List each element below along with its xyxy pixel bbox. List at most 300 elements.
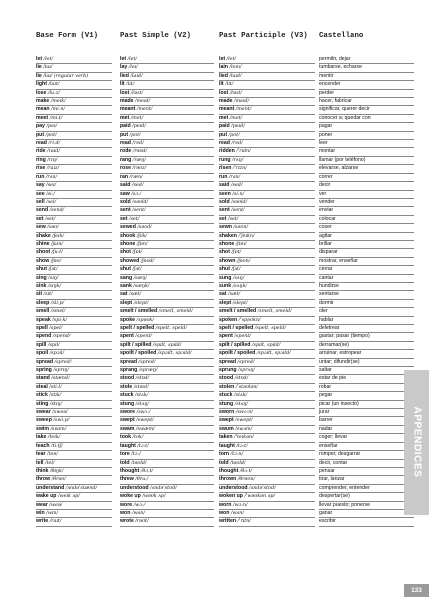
table-cell [120,182,214,190]
table-cell [120,300,214,308]
table-cell [120,275,214,283]
pronunciation: /swɔː/ [136,410,151,416]
pronunciation: /wəʊk ʌp/ [142,494,166,500]
verb-word: wake up [36,493,57,500]
table-cell [36,182,112,190]
pronunciation: /tel/ [44,460,55,466]
table-cell [36,317,112,325]
pronunciation: /sprɪŋ/ [53,368,69,374]
table-cell [36,98,112,106]
page-number: 133 [404,584,429,597]
table-cell [219,518,315,526]
verb-word: light [36,81,47,88]
table-cell [219,64,315,72]
translation-cell: encender [319,81,414,89]
translation-cell: pensar [319,468,414,476]
verb-word: sold [219,198,230,205]
verb-word: shone [120,240,136,247]
table-cell [36,468,112,476]
pronunciation: /meɪd/ [135,99,151,105]
pronunciation: /meɪd/ [234,99,250,105]
translation-cell: estar de pie [319,375,414,383]
verb-word: understood [219,484,248,491]
table-cell [36,417,112,425]
translation-cell: untar; difundir(se) [319,359,414,367]
pronunciation: /stʌŋ/ [234,401,248,407]
translation-cell: brillar [319,241,414,249]
pronunciation: /peɪ/ [46,124,58,130]
translation-cell: perder [319,90,414,98]
verb-word: paid [219,123,230,130]
table-cell [219,249,315,257]
table-cell [120,485,214,493]
table-cell [120,460,214,468]
table-cell [36,502,112,510]
table-cell [219,291,315,299]
pronunciation: /met/ [130,115,144,121]
pronunciation: /spɔɪlt, spɔɪld/ [157,351,192,357]
pronunciation: /ʃʌt/ [132,267,142,273]
translation-cell: permitir, dejar [319,56,414,64]
pronunciation: /spelt, speld/ [254,326,286,331]
translation-cell: hablar [319,317,414,325]
verb-word: steal [36,383,48,390]
verb-word: said [120,182,131,189]
pronunciation: /sæŋk/ [133,283,150,289]
verb-word: rung [219,156,231,163]
table-cell [120,224,214,232]
translation-cell: deletrear [319,325,414,333]
verb-word: told [219,459,229,466]
pronunciation: /peɪd/ [231,124,245,130]
pronunciation: /seɪ/ [46,183,57,189]
pronunciation: /ʃaɪn/ [51,241,64,247]
header-castellano: Castellano [319,32,364,40]
table-cell [219,443,315,451]
table-cell [36,485,112,493]
table-cell [36,123,112,131]
verb-word: taken [219,434,233,441]
translation-cell: mentir [319,73,414,81]
table-cell [36,443,112,451]
table-cell [219,191,315,199]
column-past-participle [219,56,315,527]
table-cell [219,384,315,392]
verb-word: read [120,140,131,147]
pronunciation: /ment/ [235,107,252,113]
pronunciation: /sæt/ [128,292,142,298]
translation-cell: poner [319,132,414,140]
table-cell [219,106,315,114]
translation-cell: hundirse [319,283,414,291]
translation-cell: leer [319,140,414,148]
table-cell [120,417,214,425]
pronunciation: /sent/ [231,208,245,214]
table-cell [219,157,315,165]
verb-word: stood [219,375,234,382]
verb-word: let [36,56,43,62]
pronunciation: /ʃɒn/ [235,241,247,247]
table-cell [219,451,315,459]
pronunciation: /stʌk/ [135,393,149,399]
verb-word: spelt / spelled [120,325,155,331]
pronunciation: /spent/ [135,334,152,340]
pronunciation: /θruː/ [135,477,149,483]
table-cell [36,518,112,526]
table-cell [120,266,214,274]
pronunciation: /spel/ [49,326,63,331]
pronunciation: /rɪŋ/ [47,157,58,163]
table-cell [219,510,315,518]
verb-word: lose [36,89,47,96]
translation-cell: decir [319,182,414,190]
verb-word: swept [219,417,234,424]
pronunciation: /ʃɒt/ [132,250,143,256]
verb-word: shut [219,266,230,273]
table-cell [120,434,214,442]
pronunciation: /send/ [49,208,65,214]
pronunciation: /sɪŋ/ [48,275,59,281]
pronunciation: /stænd/ [51,376,70,382]
pronunciation: /laɪd/ [130,73,143,79]
table-cell [219,392,315,400]
verb-word: spend [36,333,52,340]
pronunciation: /ʃəʊn/ [236,258,251,264]
pronunciation: /stʊd/ [234,376,249,382]
verb-word: spilt / spilled [120,341,152,348]
translation-cell: coser [319,224,414,232]
pronunciation: /ˈstəʊlən/ [235,384,258,390]
table-cell [120,207,214,215]
verb-word: spread [219,358,237,365]
translation-cell: oler [319,308,414,316]
pronunciation: /ʌndəˈstʊd/ [149,485,177,491]
table-cell [219,165,315,173]
pronunciation: /wɔː/ [133,502,146,508]
table-cell [36,174,112,182]
pronunciation: /wɪn/ [46,510,59,516]
translation-cell: sentarse [319,291,414,299]
table-cell [120,249,214,257]
table-cell [120,283,214,291]
verb-word: tear [36,451,46,458]
verb-word: wore [120,501,133,508]
verb-word: spent [120,333,134,340]
table-cell [120,510,214,518]
table-cell [120,317,214,325]
verb-word: ridden [219,148,235,155]
translation-cell: vender [319,199,414,207]
verb-word: sworn [219,409,235,416]
verb-word: woken up [219,493,243,500]
verb-word: took [120,434,131,441]
verb-word: tell [36,459,44,466]
verb-word: sank [120,282,132,289]
translation-cell: gastar; pasar (tiempo) [319,333,414,341]
table-cell [36,333,112,341]
pronunciation: /raɪt/ [49,519,62,525]
translation-cell: tumbarse, echarse [319,64,414,72]
verb-word: lied [219,72,228,79]
translation-cell: montar [319,148,414,156]
table-cell [36,199,112,207]
table-cell [219,115,315,123]
table-cell [36,392,112,400]
table-cell [120,350,214,358]
table-cell [36,401,112,409]
verb-word: spent [219,333,233,340]
pronunciation: /sprʌŋ/ [238,368,255,374]
translation-cell: tirar, lanzar [319,476,414,484]
pronunciation: /sweə/ [52,410,68,416]
verb-word: shot [120,249,131,256]
verb-word: ring [36,156,46,163]
pronunciation: /ʌndəˈstʊd/ [248,485,276,491]
pronunciation: /ræn/ [129,174,143,180]
pronunciation: /pʊt/ [129,132,141,138]
pronunciation: /siːn/ [232,191,245,197]
verb-word: met [120,114,130,121]
translation-cell: ganar [319,510,414,518]
table-cell [36,476,112,484]
verb-word: speak [36,316,51,323]
table-cell [120,216,214,224]
table-header [36,32,386,44]
table-cell [120,90,214,98]
verb-word: stung [120,400,135,407]
verb-word: meant [120,106,136,113]
pronunciation: /θɪŋk/ [49,468,64,474]
pronunciation: /stiːl/ [49,384,62,390]
table-cell [120,106,214,114]
table-cell [219,56,315,64]
translation-cell: cerrar [319,266,414,274]
verb-word: sleep [36,299,50,306]
verb-word: lit [120,81,125,88]
table-cell [120,165,214,173]
translation-cell: ver [319,191,414,199]
translation-cell: dormir [319,300,414,308]
verb-word: pay [36,123,45,130]
pronunciation: /sed/ [230,183,243,189]
table-cell [219,132,315,140]
table-cell [36,64,112,72]
verb-word: set [219,215,227,222]
verb-word: risen [219,165,232,172]
appendices-label: APPENDICES [411,406,422,478]
pronunciation: /tʊk/ [132,435,144,441]
pronunciation: /rʌŋ/ [231,157,244,163]
verb-word: spoil [36,350,49,357]
verb-word: slept [120,299,133,306]
table-cell [36,426,112,434]
pronunciation: /sent/ [132,208,146,214]
translation-cell: significar, querer decir [319,106,414,114]
table-cell [120,98,214,106]
verb-word: rise [36,165,46,172]
translation-cell: disparar [319,249,414,257]
verb-word: read [219,140,230,147]
verb-word: stood [120,375,135,382]
translation-cell: elevarse, alzarse [319,165,414,173]
verb-word: made [120,98,134,105]
verb-word: stand [36,375,50,382]
pronunciation: /ʃʌt/ [48,267,58,273]
table-cell [219,174,315,182]
verb-word: sit [36,291,43,298]
pronunciation: /siː/ [46,191,55,197]
table-cell [120,443,214,451]
pronunciation: /tɔː/ [131,452,141,458]
pronunciation: /raɪz/ [46,166,60,172]
pronunciation: /səʊld/ [231,199,248,205]
pronunciation: /stʌŋ/ [135,401,149,407]
verb-word: lain [219,64,228,71]
verb-word: ran [120,173,129,180]
pronunciation: /təʊld/ [229,460,246,466]
translation-cell: colocar [319,216,414,224]
verb-word: told [120,459,130,466]
pronunciation: /set/ [227,216,239,222]
table-cell [120,468,214,476]
pronunciation: /ræŋ/ [132,157,146,163]
pronunciation: /lɪt/ [126,82,135,88]
pronunciation: /weɪk ʌp/ [57,494,80,500]
table-cell [36,493,112,501]
pronunciation: /wʌn/ [131,510,145,516]
column-base-form [36,56,112,527]
translation-cell: picar (un insecto) [319,401,414,409]
table-cell [219,258,315,266]
table-cell [36,510,112,518]
table-cell [36,367,112,375]
verb-word: thrown [219,476,237,483]
pronunciation: /teə/ [46,452,58,458]
pronunciation: /swɪm/ [50,426,67,432]
pronunciation: /sliːp/ [50,300,65,306]
translation-cell: comprender, entender [319,485,414,493]
pronunciation: /ʃɒt/ [231,250,242,256]
verb-word: said [219,182,230,189]
pronunciation: /tɔːt/ [236,443,248,449]
table-cell [120,502,214,510]
table-cell [36,81,112,89]
pronunciation: /sɪt/ [43,292,53,298]
verb-word: showed [120,257,140,264]
pronunciation: /let/ [43,57,54,62]
pronunciation: /rəʊd/ [132,149,148,155]
table-cell [36,434,112,442]
translation-cell: robar [319,384,414,392]
translation-cell: arruinar, estropear [319,350,414,358]
verb-word: sung [219,274,232,281]
verb-word: set [120,215,128,222]
table-cell [219,485,315,493]
pronunciation: /wɔːn/ [232,502,248,508]
verb-word: spoilt / spoiled [219,350,256,357]
table-cell [36,275,112,283]
table-cell [36,207,112,215]
translation-cell: decir, contar [319,460,414,468]
table-cell [36,375,112,383]
verb-word: mean [36,106,50,113]
pronunciation: /leɪ/ [128,65,138,71]
verb-word: shone [219,240,235,247]
table-cell [219,342,315,350]
header-past-participle: Past Participle (V3) [219,32,308,40]
verb-word: swam [120,425,135,432]
verb-word: send [36,207,49,214]
verb-word: take [36,434,47,441]
pronunciation: /leɪn/ [229,65,242,71]
pronunciation: /rʌn/ [228,174,241,180]
pronunciation: /ʃuːt/ [51,250,63,256]
verb-word: let [120,56,127,62]
table-cell [219,325,315,333]
verb-word: slept [219,299,232,306]
table-cell [36,409,112,417]
table-cell [219,241,315,249]
verb-word: lay [120,64,128,71]
verb-word: sting [36,400,49,407]
table-cell [36,140,112,148]
table-cell [219,401,315,409]
pronunciation: /səʊn/ [233,225,249,231]
pronunciation: /səʊld/ [132,199,149,205]
verb-word: spell [36,325,48,331]
verb-word: swore [120,409,135,416]
verb-word: shot [219,249,230,256]
verb-word: smelt / smelled [219,308,257,315]
verb-word: swum [219,425,234,432]
pronunciation: /sʌŋk/ [232,283,247,289]
verb-word: sat [120,291,128,298]
verb-word: sink [36,282,47,289]
pronunciation: /stʊd/ [135,376,150,382]
translation-cell: despertar(se) [319,493,414,501]
table-cell [120,451,214,459]
translation-cell: agitar [319,233,414,241]
verb-word: understand [36,484,65,491]
header-base-form: Base Form (V1) [36,32,99,40]
table-cell [219,426,315,434]
table-cell [36,258,112,266]
verb-word: sewed [120,224,136,231]
table-cell [120,81,214,89]
table-cell [120,291,214,299]
verb-word: spill [36,341,47,348]
table-cell [36,291,112,299]
table-cell [120,115,214,123]
table-cell [219,73,315,81]
pronunciation: /ˈteɪkən/ [234,435,254,441]
pronunciation: /spræŋ/ [138,368,158,374]
translation-cell: llamar (por teléfono) [319,157,414,165]
pronunciation: /swæm/ [135,426,155,432]
pronunciation: /red/ [132,141,144,147]
verb-word: swear [36,409,51,416]
appendices-tab [404,370,429,515]
pronunciation: /stʌk/ [234,393,248,399]
table-cell [120,493,214,501]
pronunciation: /swept/ [136,418,154,424]
header-past-simple: Past Simple (V2) [120,32,191,40]
pronunciation: /pʊt/ [228,132,240,138]
verb-word: lost [120,89,130,96]
pronunciation: /ˈrɪdn/ [236,149,251,155]
pronunciation: /peɪd/ [132,124,146,130]
pronunciation: /laɪ/ (regular verb) [43,73,89,79]
